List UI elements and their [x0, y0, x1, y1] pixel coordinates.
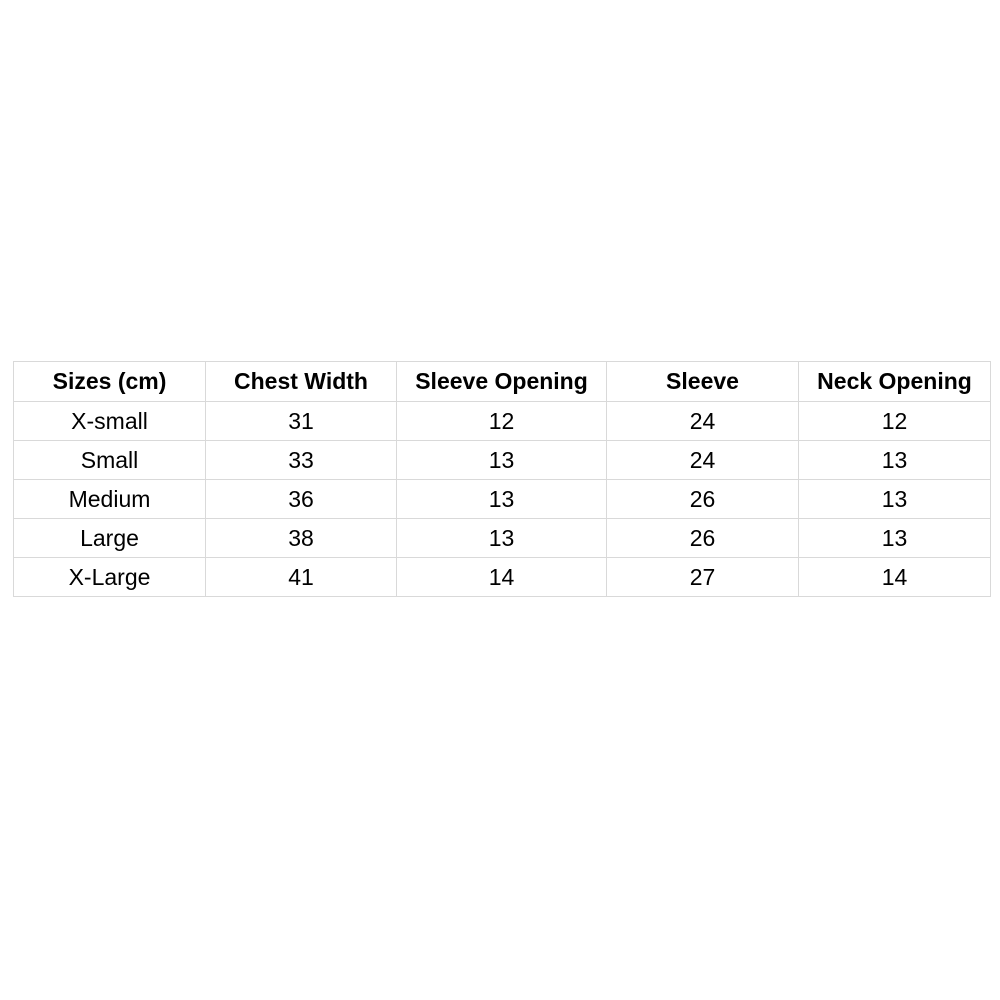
- table-row: [14, 402, 991, 441]
- table-header: [14, 362, 991, 402]
- cell-sleeve: 24: [607, 441, 799, 480]
- cell-sleeve-opening: 14: [397, 558, 607, 597]
- cell-neck-opening: 13: [799, 480, 991, 519]
- cell-size: Small: [14, 441, 206, 480]
- table-row: [14, 519, 991, 558]
- cell-sleeve-opening: 13: [397, 480, 607, 519]
- header-row: [14, 362, 991, 402]
- table-row: [14, 558, 991, 597]
- cell-neck-opening: 13: [799, 519, 991, 558]
- table-row: [14, 441, 991, 480]
- cell-chest-width: 38: [206, 519, 397, 558]
- cell-sleeve-opening: 12: [397, 402, 607, 441]
- header-sizes: Sizes (cm): [14, 362, 206, 402]
- header-sleeve: Sleeve: [607, 362, 799, 402]
- header-chest-width: Chest Width: [206, 362, 397, 402]
- cell-chest-width: 31: [206, 402, 397, 441]
- cell-sleeve: 24: [607, 402, 799, 441]
- cell-chest-width: 33: [206, 441, 397, 480]
- cell-neck-opening: 14: [799, 558, 991, 597]
- cell-sleeve: 26: [607, 480, 799, 519]
- cell-sleeve: 27: [607, 558, 799, 597]
- cell-size: Large: [14, 519, 206, 558]
- cell-chest-width: 41: [206, 558, 397, 597]
- table-row: [14, 480, 991, 519]
- cell-sleeve-opening: 13: [397, 441, 607, 480]
- cell-size: X-Large: [14, 558, 206, 597]
- cell-size: Medium: [14, 480, 206, 519]
- cell-chest-width: 36: [206, 480, 397, 519]
- header-neck-opening: Neck Opening: [799, 362, 991, 402]
- cell-neck-opening: 13: [799, 441, 991, 480]
- cell-size: X-small: [14, 402, 206, 441]
- cell-sleeve: 26: [607, 519, 799, 558]
- cell-sleeve-opening: 13: [397, 519, 607, 558]
- cell-neck-opening: 12: [799, 402, 991, 441]
- table-body: [14, 402, 991, 597]
- header-sleeve-opening: Sleeve Opening: [397, 362, 607, 402]
- size-chart-table: [13, 361, 991, 597]
